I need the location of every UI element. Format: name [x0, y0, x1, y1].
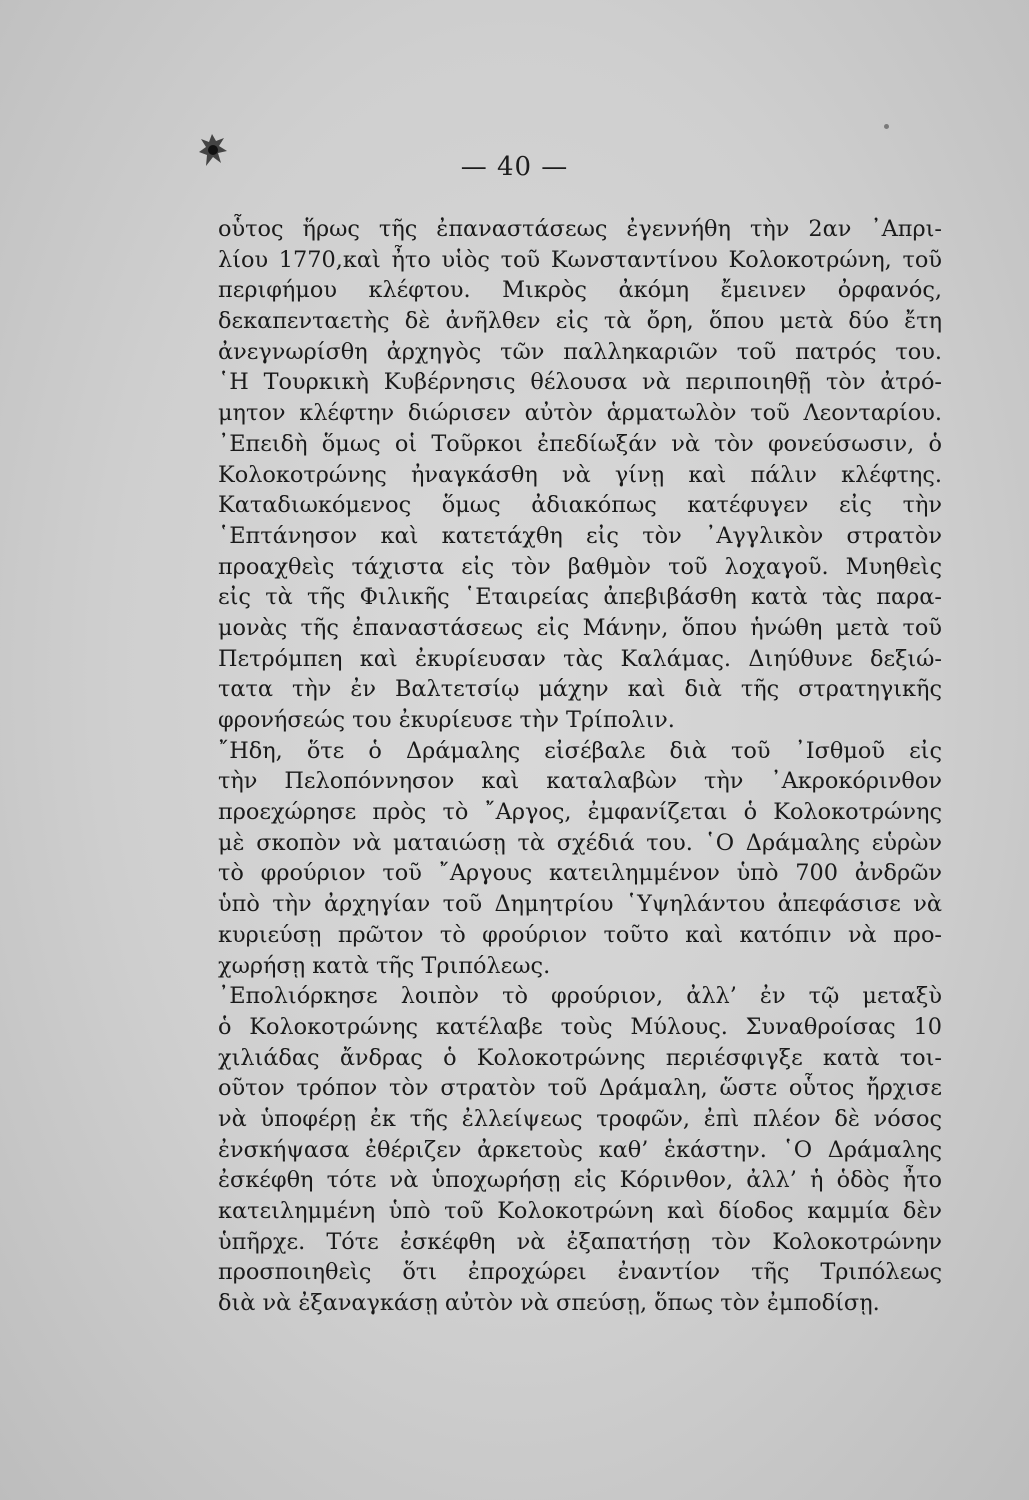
- text-line: μὲ σκοπὸν νὰ ματαιώσῃ τὰ σχέδιά του. ῾Ο Δράμαλης εὑρὼν: [218, 829, 942, 856]
- text-line: ᾿Επειδὴ ὅμως οἱ Τοῦρκοι ἐπεδίωξάν νὰ τὸν φονεύσωσιν, ὁ: [218, 430, 942, 457]
- text-line: οὗτος ἥρως τῆς ἐπαναστάσεως ἐγεννήθη τὴν 2αν ᾿Απρι-: [218, 216, 942, 242]
- text-line: τὴν Πελοπόννησον καὶ καταλαβὼν τὴν ᾿Ακροκόρινθον: [218, 768, 942, 795]
- text-line: Καταδιωκόμενος ὅμως ἀδιακόπως κατέφυγεν εἰς τὴν: [218, 492, 942, 519]
- text-line: προαχθεὶς τάχιστα εἰς τὸν βαθμὸν τοῦ λοχαγοῦ. Μυηθεὶς: [218, 553, 942, 580]
- text-line: κυριεύσῃ πρῶτον τὸ φρούριον τοῦτο καὶ κατόπιν νὰ προ-: [218, 921, 942, 948]
- text-line: χωρήσῃ κατὰ τῆς Τριπόλεως.: [218, 952, 551, 979]
- text-line: χιλιάδας ἄνδρας ὁ Κολοκοτρώνης περιέσφιγξε κατὰ τοι-: [218, 1044, 942, 1071]
- text-line: ὑπὸ τὴν ἀρχηγίαν τοῦ Δημητρίου ῾Υψηλάντου ἀπεφάσισε νὰ: [218, 891, 942, 918]
- text-line: μονὰς τῆς ἐπαναστάσεως εἰς Μάνην, ὅπου ἡνώθη μετὰ τοῦ: [218, 614, 942, 641]
- text-line: τατα τὴν ἐν Βαλτετσίῳ μάχην καὶ διὰ τῆς στρατηγικῆς: [218, 676, 942, 703]
- text-line: διὰ νὰ ἐξαναγκάσῃ αὐτὸν νὰ σπεύσῃ, ὅπως τὸν ἐμποδίσῃ.: [218, 1290, 880, 1317]
- text-line: ῾Επτάνησον καὶ κατετάχθη εἰς τὸν ᾿Αγγλικὸν στρατὸν: [218, 522, 942, 549]
- paper-speck: [884, 124, 889, 129]
- page-number: — 40 —: [460, 152, 569, 182]
- body-text: [218, 214, 942, 1319]
- text-line: ἐσκέφθη τότε νὰ ὑποχωρήσῃ εἰς Κόρινθον, ἀλλ’ ἡ ὁδὸς ἦτο: [218, 1167, 942, 1194]
- text-line: περιφήμου κλέφτου. Μικρὸς ἀκόμη ἔμεινεν ὀρφανός,: [218, 277, 942, 304]
- text-line: ὑπῆρχε. Τότε ἐσκέφθη νὰ ἐξαπατήσῃ τὸν Κολοκοτρώνην: [218, 1228, 942, 1255]
- text-line: δεκαπενταετὴς δὲ ἀνῆλθεν εἰς τὰ ὄρη, ὅπου μετὰ δύο ἔτη: [218, 308, 942, 335]
- text-line: τὸ φρούριον τοῦ ῎Αργους κατειλημμένον ὑπὸ 700 ἀνδρῶν: [218, 860, 942, 887]
- text-line: ὁ Κολοκοτρώνης κατέλαβε τοὺς Μύλους. Συναθροίσας 10: [218, 1013, 942, 1040]
- text-line: προεχώρησε πρὸς τὸ ῎Αργος, ἐμφανίζεται ὁ Κολοκοτρώνης: [218, 799, 942, 826]
- text-line: προσποιηθεὶς ὅτι ἐπροχώρει ἐναντίον τῆς Τριπόλεως: [218, 1259, 942, 1286]
- text-line: οῦτον τρόπον τὸν στρατὸν τοῦ Δράμαλη, ὥστε οὗτος ἤρχισε: [218, 1075, 942, 1102]
- text-line: Πετρόμπεη καὶ ἐκυρίευσαν τὰς Καλάμας. Διηύθυνε δεξιώ-: [218, 645, 942, 672]
- text-line: ῎Ηδη, ὅτε ὁ Δράμαλης εἰσέβαλε διὰ τοῦ ᾿Ισθμοῦ εἰς: [218, 737, 942, 764]
- text-line: ἀνεγνωρίσθη ἀρχηγὸς τῶν παλληκαριῶν τοῦ πατρός του.: [218, 338, 942, 365]
- text-line: λίου 1770,καὶ ἦτο υἱὸς τοῦ Κωνσταντίνου Κολοκοτρώνη, τοῦ: [218, 246, 942, 273]
- text-line: φρονήσεώς του ἐκυρίευσε τὴν Τρίπολιν.: [218, 707, 675, 733]
- text-line: ᾿Επολιόρκησε λοιπὸν τὸ φρούριον, ἀλλ’ ἐν τῷ μεταξὺ: [218, 983, 942, 1010]
- text-line: Κολοκοτρώνης ἠναγκάσθη νὰ γίνῃ καὶ πάλιν κλέφτης.: [218, 461, 942, 488]
- text-line: ῾Η Τουρκικὴ Κυβέρνησις θέλουσα νὰ περιποιηθῇ τὸν ἀτρό-: [218, 369, 942, 396]
- text-line: ἐνσκήψασα ἐθέριζεν ἀρκετοὺς καθ’ ἑκάστην. ῾Ο Δράμαλης: [218, 1136, 942, 1163]
- text-line: νὰ ὑποφέρῃ ἐκ τῆς ἐλλείψεως τροφῶν, ἐπὶ πλέον δὲ νόσος: [218, 1105, 942, 1132]
- text-line: κατειλημμένη ὑπὸ τοῦ Κολοκοτρώνη καὶ δίοδος καμμία δὲν: [218, 1198, 942, 1224]
- text-line: μητον κλέφτην διώρισεν αὐτὸν ἁρματωλὸν τοῦ Λεονταρίου.: [218, 400, 942, 427]
- text-line: εἰς τὰ τῆς Φιλικῆς ῾Εταιρείας ἀπεβιβάσθη κατὰ τὰς παρα-: [218, 584, 942, 611]
